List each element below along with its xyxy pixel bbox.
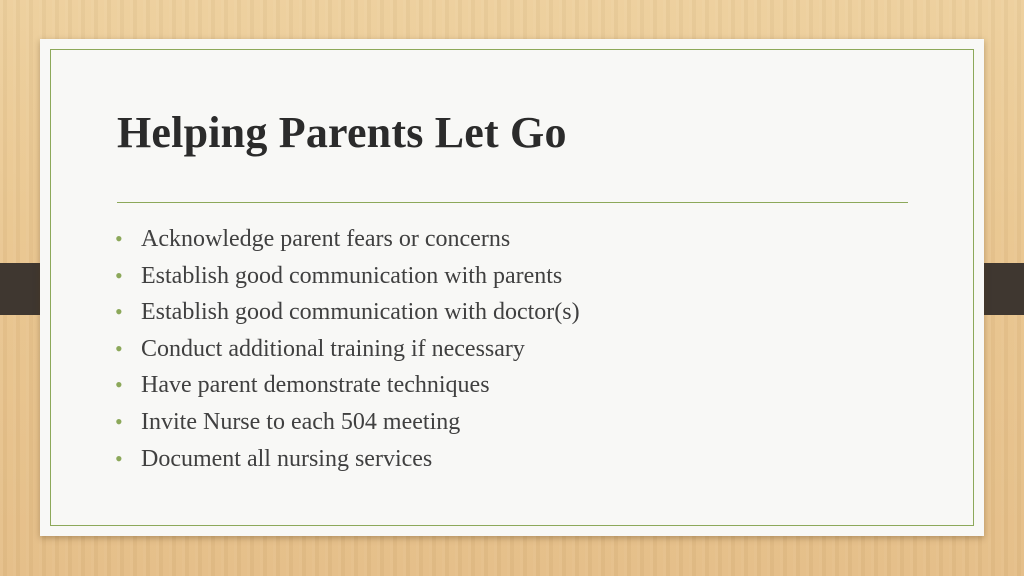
bullet-item	[114, 221, 580, 258]
bullet-dot-icon: •	[115, 408, 123, 434]
title-divider	[117, 202, 908, 203]
bullet-item	[114, 294, 580, 331]
bullet-dot-icon: •	[115, 262, 123, 288]
bullet-dot-icon: •	[115, 226, 123, 251]
bullet-dot-icon: •	[115, 372, 123, 398]
bullet-item	[114, 441, 580, 478]
bullet-text: Establish good communication with parents	[141, 262, 563, 289]
slide-card	[40, 39, 984, 536]
bullet-item	[114, 331, 580, 368]
bullet-dot-icon: •	[115, 335, 123, 361]
bullet-dot-icon: •	[115, 445, 123, 471]
bullet-text: Conduct additional training if necessary	[141, 335, 525, 362]
bullet-list	[114, 221, 580, 477]
bullet-text: Acknowledge parent fears or concerns	[141, 226, 511, 252]
bullet-item	[114, 404, 580, 441]
bullet-text: Have parent demonstrate techniques	[141, 372, 490, 399]
bullet-item	[114, 367, 580, 404]
bullet-text: Establish good communication with doctor(s)	[141, 299, 580, 326]
bullet-text: Document all nursing services	[141, 445, 433, 472]
bullet-text: Invite Nurse to each 504 meeting	[141, 408, 461, 435]
bullet-dot-icon: •	[115, 299, 123, 325]
bullet-item	[114, 258, 580, 295]
slide-title: Helping Parents Let Go	[117, 108, 567, 157]
